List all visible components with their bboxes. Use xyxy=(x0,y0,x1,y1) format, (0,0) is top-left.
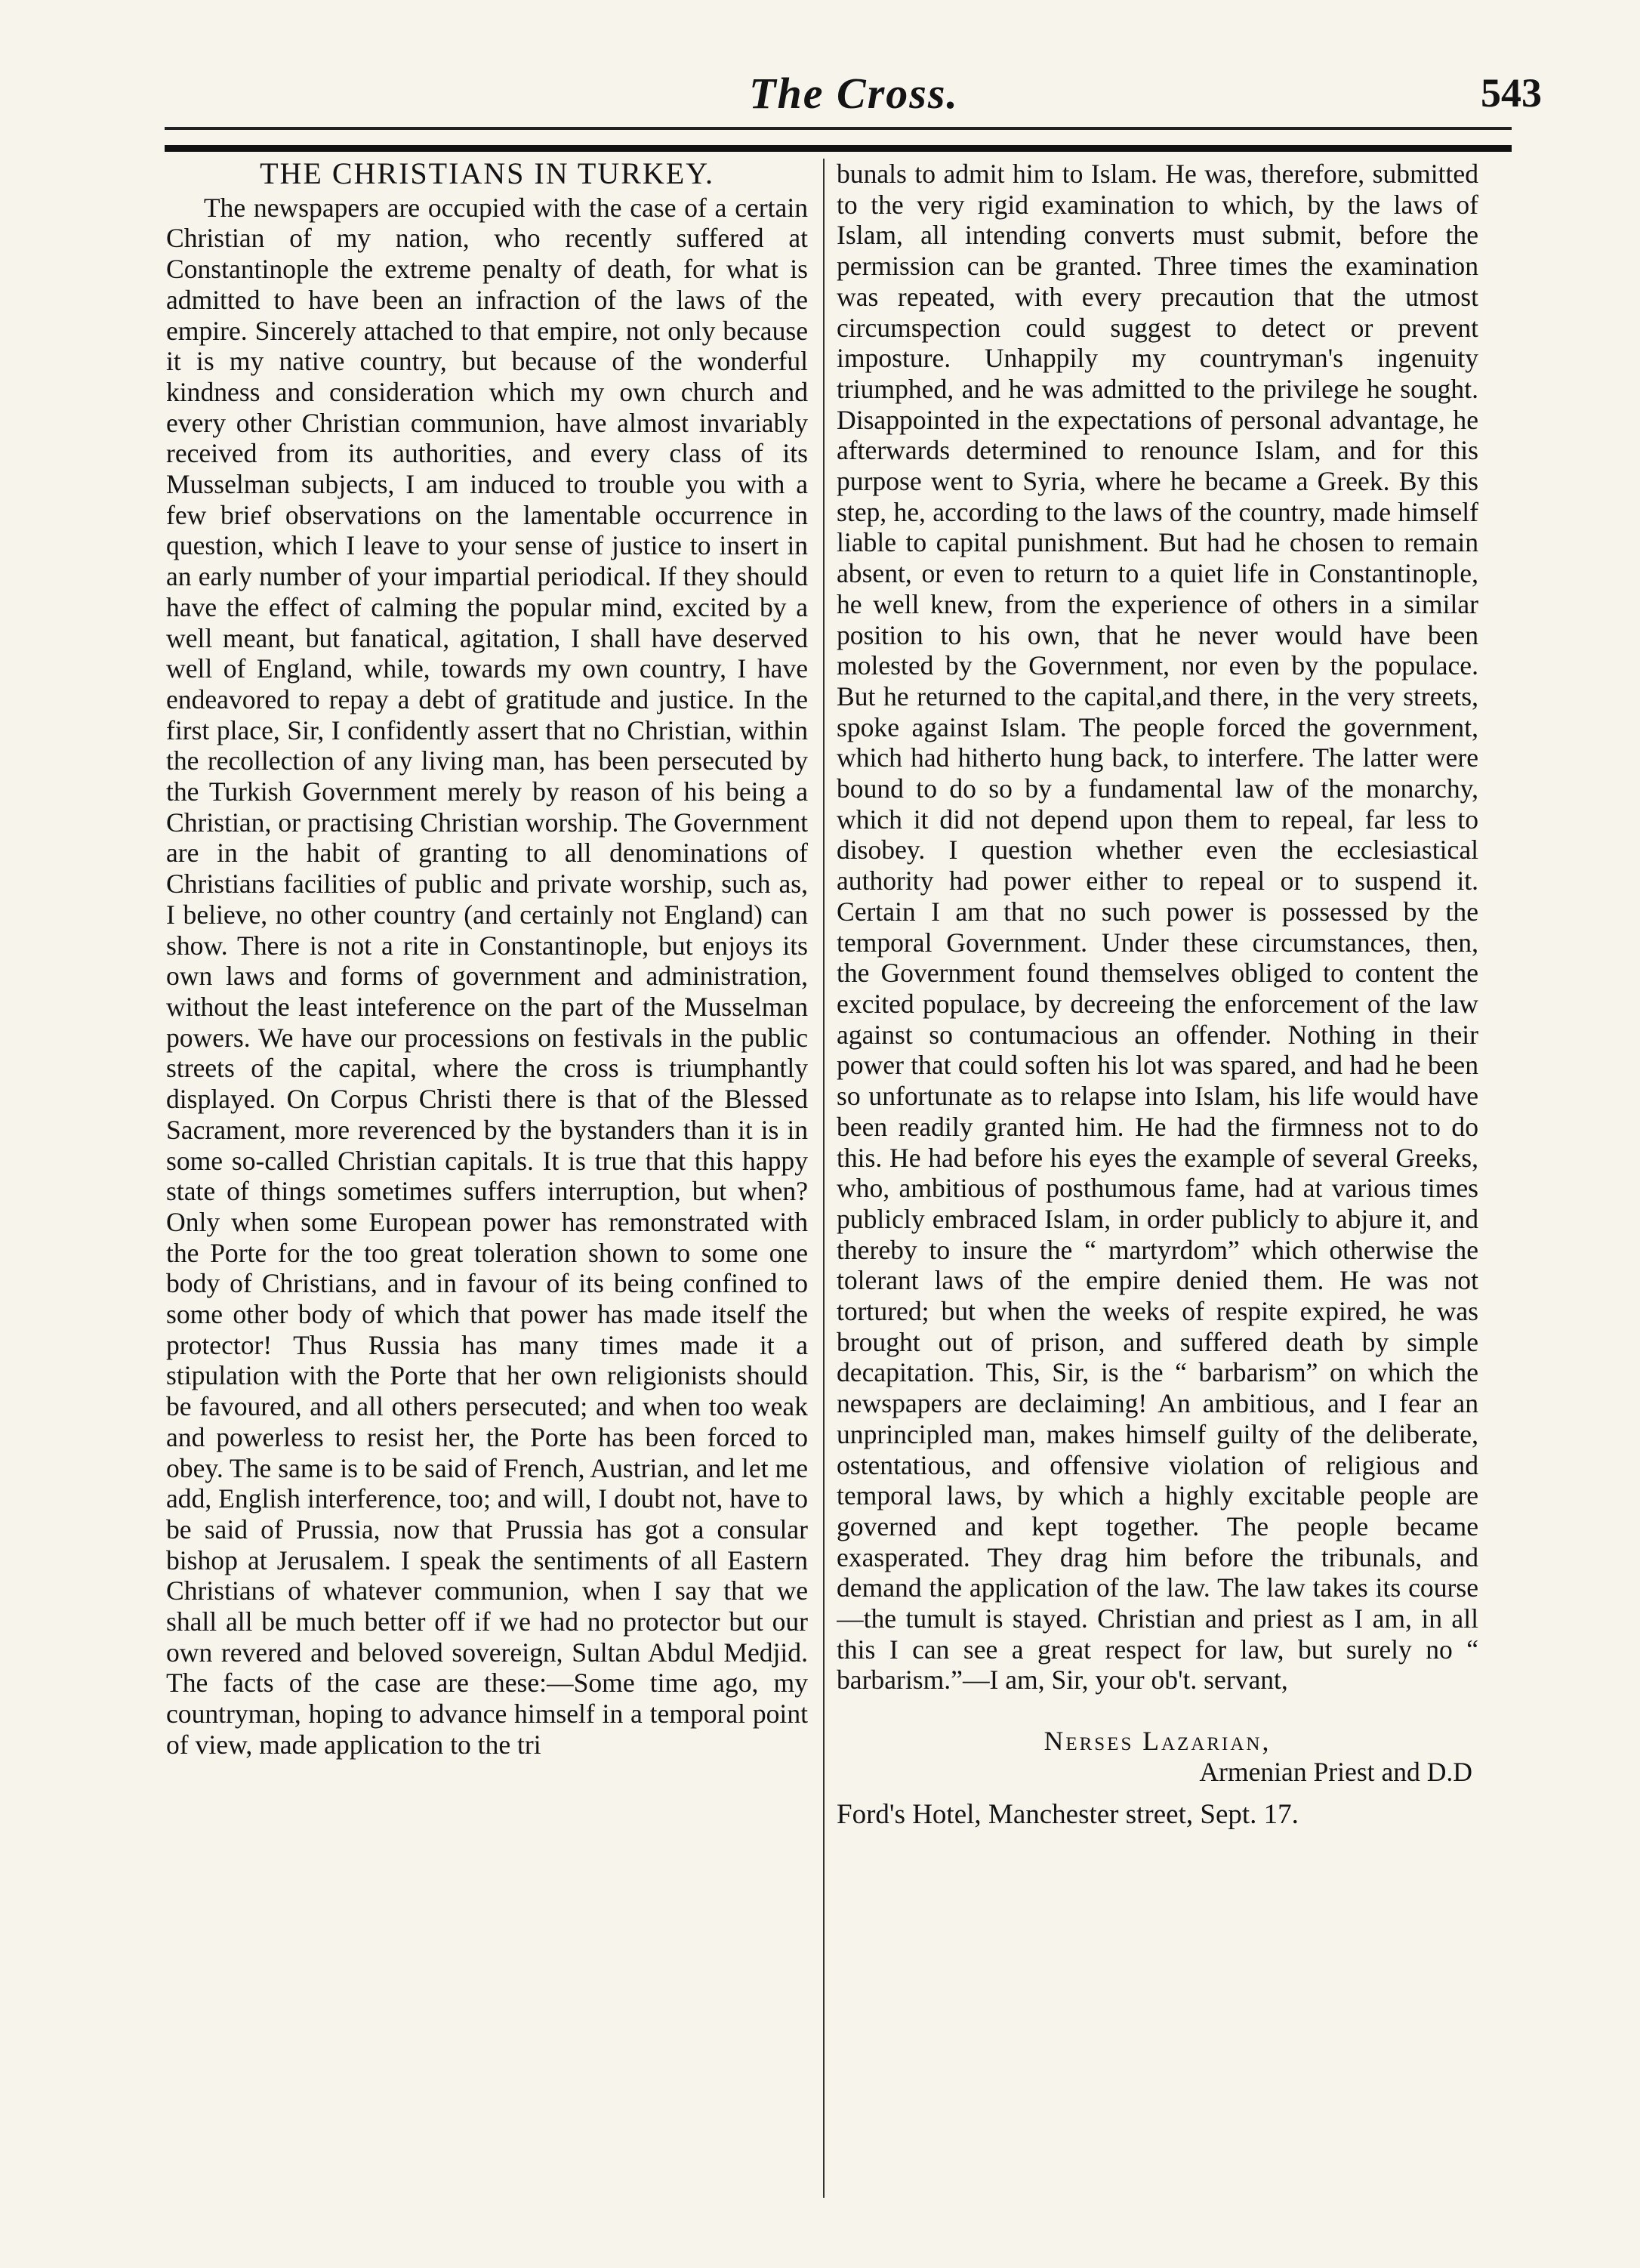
masthead: The Cross. xyxy=(749,69,959,118)
signature-name: Nerses Lazarian, xyxy=(1043,1726,1272,1757)
article-paragraph-1: The newspapers are occupied with the case of a certain Christian of my nation, who recently suffered at Constantinople the extreme penalty of death, for what is admitted to have been an infraction of the laws of the empire. Sincerely attached to that empire, not only because it is my native country, but because of the wonderful kindness and consideration which my own church and every other Christian communion, have almost invariably received from its authorities, and every class of its Musselman subjects, I am induced to trouble you with a few brief observations on the lamentable occurrence in question, which I leave to your sense of justice to insert in an early number of your impartial periodical. If they should have the effect of calming the popular mind, excited by a well meant, but fanatical, agitation, I shall have deserved well of England, while, towards my own country, I have endeavored to repay a debt of gratitude and justice. In the first place, Sir, I confidently assert that no Christian, within the recollection of any living man, has been persecuted by the Turkish Government merely by reason of his being a Christian, or practising Christian worship. The Government are in the habit of granting to all denominations of Christians facilities of public and private worship, such as, I believe, no other country (and certainly not England) can show. There is not a rite in Constantinople, but enjoys its own laws and forms of government and administration, without the least inteference on the part of the Musselman powers. We have our processions on festivals in the public streets of the capital, where the cross is triumphantly displayed. On Corpus Christi there is that of the Blessed Sacrament, more reverenced by the bystanders than it is in some so-called Christian capitals. It is true that this happy state of things sometimes suffers interruption, but when? Only when some European power has remonstrated with the Porte for the too great toleration shown to some one body of Christians, and in favour of its being confined to some other body of which that power has made itself the protector! Thus Russia has many times made it a stipulation with the Porte that her own religionists should be favoured, and all others persecuted; and when too weak and powerless to resist her, the Porte has been forced to obey. The same is to be said of French, Austrian, and let me add, English interference, too; and will, I doubt not, have to be said of Prussia, now that Prussia has got a consular bishop at Jerusalem. I speak the sentiments of all Eastern Christians of whatever communion, when I say that we shall all be much better off if we had no protector but our own revered and beloved sovereign, Sultan Abdul Medjid. The facts of the case are these:—Some time ago, my countryman, hoping to advance himself in a temporal point of view, made application to the tri xyxy=(166,192,808,1760)
running-head xyxy=(151,68,1557,121)
page-number: 543 xyxy=(1481,70,1542,116)
article-title: THE CHRISTIANS IN TURKEY. xyxy=(260,159,714,190)
left-column xyxy=(166,159,808,2213)
article-paragraph-2: bunals to admit him to Islam. He was, therefore, submitted to the very rigid examination to which, by the laws of Islam, all intending converts must submit, before the permission can be granted. Three times the examination was repeated, with every precaution that the utmost circumspection could suggest to detect or prevent imposture. Unhappily my countryman's ingenuity triumphed, and he was admitted to the privilege he sought. Disappointed in the expectations of personal advantage, he afterwards determined to renounce Islam, and for this purpose went to Syria, where he became a Greek. By this step, he, according to the laws of the country, made himself liable to capital punishment. But had he chosen to remain absent, or even to return to a quiet life in Constantinople, he well knew, from the experience of others in a similar position to his own, that he never would have been molested by the Government, nor even by the populace. But he returned to the capital,and there, in the very streets, spoke against Islam. The people forced the government, which had hitherto hung back, to interfere. The latter were bound to do so by a fundamental law of the monarchy, which it did not depend upon them to repeal, far less to disobey. I question whether even the ecclesiastical authority had power either to repeal or to suspend it. Certain I am that no such power is possessed by the temporal Government. Under these circumstances, then, the Government found themselves obliged to content the excited populace, by decreeing the enforcement of the law against so contumacious an offender. Nothing in their power that could soften his lot was spared, and had he been so unfortunate as to relapse into Islam, his life would have been readily granted him. He had the firmness not to do this. He had before his eyes the example of several Greeks, who, ambitious of posthumous fame, had at various times publicly embraced Islam, in order publicly to abjure it, and thereby to insure the “ martyrdom” which otherwise the tolerant laws of the empire denied them. He was not tortured; but when the weeks of respite expired, he was brought out of prison, and suffered death by simple decapitation. This, Sir, is the “ barbarism” on which the newspapers are declaiming! An ambitious, and I fear an unprincipled man, makes himself guilty of the deliberate, ostentatious, and offensive violation of religious and temporal laws, by which a highly excitable people are governed and kept together. The people became exasperated. They drag him before the tribunals, and demand the application of the law. The law takes its course—the tumult is stayed. Christian and priest as I am, in all this I can see a great respect for law, but surely no “ barbarism.”—I am, Sir, your ob't. servant, xyxy=(837,159,1478,1696)
signature-address: Ford's Hotel, Manchester street, Sept. 17. xyxy=(837,1798,1299,1830)
right-column xyxy=(837,159,1478,2213)
signature-block xyxy=(837,1726,1478,1830)
column-divider xyxy=(823,159,825,2198)
signature-title: Armenian Priest and D.D xyxy=(1199,1756,1472,1787)
header-rule xyxy=(165,127,1512,152)
